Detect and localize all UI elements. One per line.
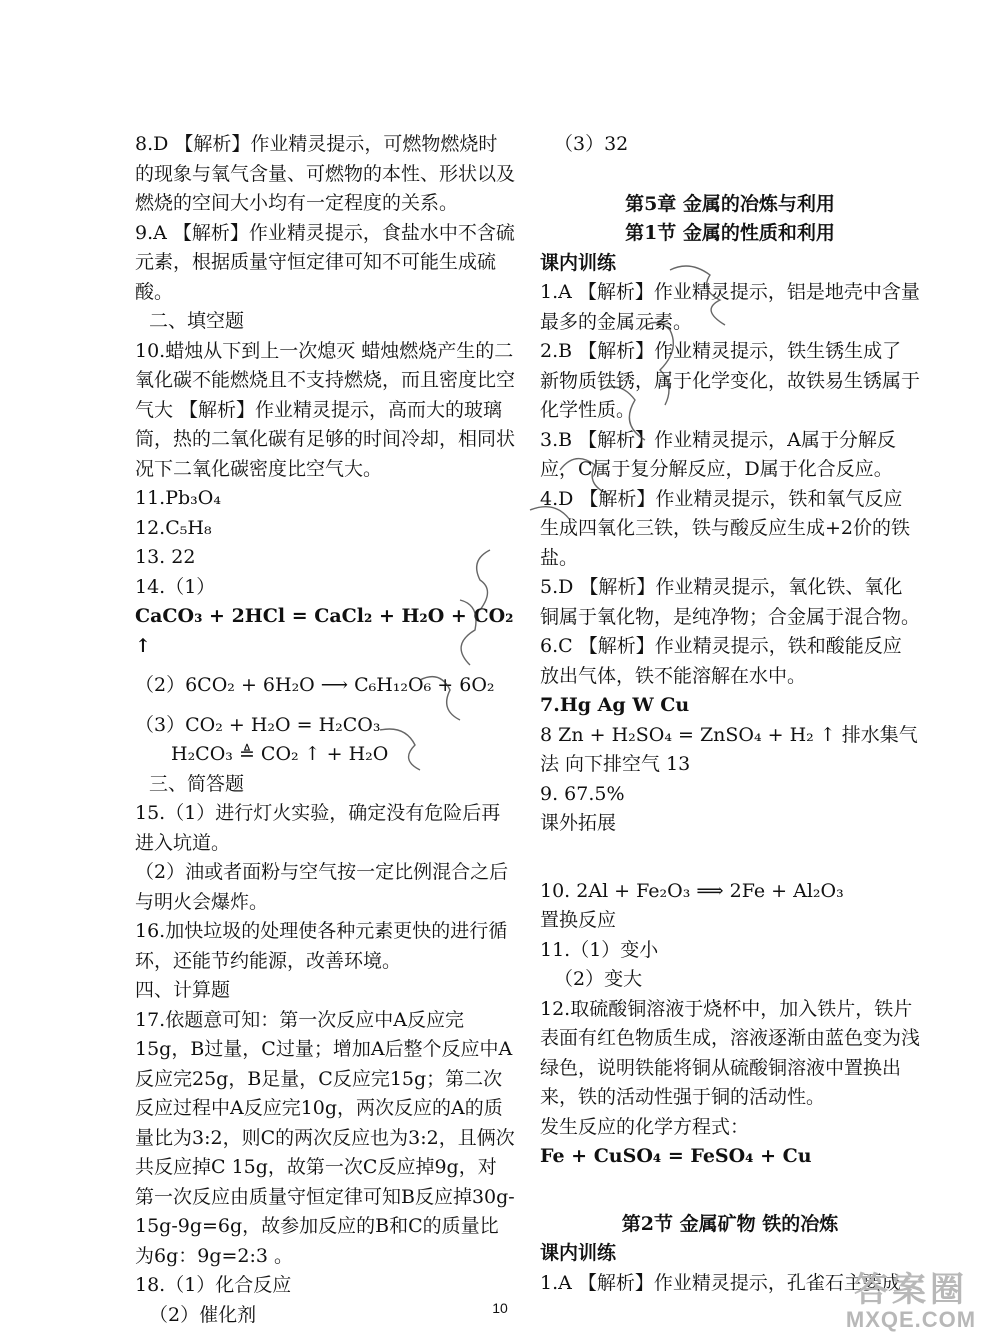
r-answer-2: 2.B 【解析】作业精灵提示，铁生锈生成了新物质铁锈，属于化学变化，故铁易生锈属于化学性质。 bbox=[540, 340, 921, 421]
r-answer-8: 8 Zn + H₂SO₄ = ZnSO₄ + H₂ ↑ 排水集气法 向下排空气 13 bbox=[540, 723, 918, 775]
answer-18-3: （3）32 bbox=[554, 133, 629, 155]
section-heading-2: 第2节 金属矿物 铁的冶炼 bbox=[621, 1212, 839, 1235]
r-answer-3: 3.B 【解析】作业精灵提示，A属于分解反应，C属于复分解反应，D属于化合反应。 bbox=[540, 428, 896, 480]
answer-13: 13. 22 bbox=[135, 546, 196, 568]
answer-12: 12.C₅H₈ bbox=[135, 516, 212, 539]
handwriting-scribble-upper bbox=[520, 250, 750, 550]
label-in-class-2: 课内训练 bbox=[540, 1242, 617, 1264]
equation-14-2: （2）6CO₂ + 6H₂O ⟶ C₆H₁₂O₆ + 6O₂ bbox=[135, 674, 495, 696]
label-extension: 课外拓展 bbox=[540, 812, 617, 834]
r2-answer-1: 1.A 【解析】作业精灵提示，孔雀石主要成 bbox=[540, 1271, 901, 1294]
answer-17: 17.依题意可知：第一次反应中A反应完15g，B过量，C过量；增加A后整个反应中A反应完25g，B足量，C反应完15g；第二次反应过程中A反应完10g，两次反应的A的质量比为3:2，则C的两次反应也为3:2，且俩次共反应掉C 15g，故第一次C反应掉9g，对第一次反应由质量守恒定律可知B反应掉30g-15g-9g=6g，故参加反应的B和C的质量比为6g：9g=2:3 。 bbox=[135, 1008, 515, 1267]
answer-8: 8.D 【解析】作业精灵提示，可燃物燃烧时的现象与氧气含量、可燃物的本性、形状以及燃烧的空间大小均有一定程度的关系。 bbox=[135, 133, 516, 214]
r-answer-10: 10. 2Al + Fe₂O₃ ⟹ 2Fe + Al₂O₃ bbox=[540, 879, 844, 902]
r-answer-12-eq: Fe + CuSO₄ = FeSO₄ + Cu bbox=[540, 1145, 812, 1167]
answer-18-2: （2）催化剂 bbox=[149, 1303, 257, 1326]
r-answer-9: 9. 67.5% bbox=[540, 782, 625, 805]
watermark-main: 答案圈 bbox=[854, 1271, 968, 1309]
page-number: 10 bbox=[492, 1300, 508, 1316]
answer-15-2: （2）油或者面粉与空气按一定比例混合之后与明火会爆炸。 bbox=[135, 861, 509, 913]
section-short-answer: 三、简答题 bbox=[149, 772, 245, 795]
answer-9: 9.A 【解析】作业精灵提示，食盐水中不含硫元素，根据质量守恒定律可知不可能生成硫酸。 bbox=[135, 221, 515, 303]
r-answer-4: 4.D 【解析】作业精灵提示，铁和氧气反应生成四氧化三铁，铁与酸反应生成+2价的铁盐。 bbox=[540, 487, 911, 569]
section-heading-1: 第1节 金属的性质和利用 bbox=[625, 222, 835, 244]
r-answer-11-2: （2）变大 bbox=[554, 968, 643, 990]
equation-14-1: CaCO₃ + 2HCl = CaCl₂ + H₂O + CO₂ ↑ bbox=[135, 605, 514, 657]
handwriting-scribble-middle bbox=[360, 540, 520, 780]
r-answer-12: 12.取硫酸铜溶液于烧杯中，加入铁片，铁片表面有红色物质生成，溶液逐渐由蓝色变为浅绿色，说明铁能将铜从硫酸铜溶液中置换出来，铁的活动性强于铜的活动性。 bbox=[540, 997, 921, 1108]
answer-10: 10.蜡烛从下到上一次熄灭 蜡烛燃烧产生的二氧化碳不能燃烧且不支持燃烧，而且密度比空气大 【解析】作业精灵提示，高而大的玻璃筒，热的二氧化碳有足够的时间冷却，相同状况下二氧化碳密度比空气大。 bbox=[135, 339, 516, 480]
watermark-logo bbox=[836, 1272, 986, 1332]
equation-14-3: （3）CO₂ + H₂O = H₂CO₃ bbox=[135, 713, 381, 736]
r-answer-12-eq-label: 发生反应的化学方程式： bbox=[540, 1115, 750, 1138]
answer-18-1: 18.（1）化合反应 bbox=[135, 1274, 292, 1296]
watermark-url: MXQE.COM bbox=[845, 1307, 977, 1332]
answer-16: 16.加快垃圾的处理使各种元素更快的进行循环，还能节约能源，改善环境。 bbox=[135, 920, 508, 972]
section-calculation: 四、计算题 bbox=[135, 979, 231, 1001]
r-answer-11-1: 11.（1）变小 bbox=[540, 938, 659, 961]
r-answer-5: 5.D 【解析】作业精灵提示，氧化铁、氧化铜属于氧化物，是纯净物；合金属于混合物。 bbox=[540, 576, 921, 628]
section-fill-in: 二、填空题 bbox=[149, 310, 245, 332]
answer-14: 14.（1） bbox=[135, 575, 216, 598]
r-answer-10b: 置换反应 bbox=[540, 909, 617, 931]
r-answer-6: 6.C 【解析】作业精灵提示，铁和酸能反应放出气体，铁不能溶解在水中。 bbox=[540, 635, 902, 687]
r-answer-1: 1.A 【解析】作业精灵提示，铝是地壳中含量最多的金属元素。 bbox=[540, 281, 920, 333]
label-in-class: 课内训练 bbox=[540, 251, 617, 274]
r-answer-7: 7.Hg Ag W Cu bbox=[540, 694, 690, 716]
answer-15-1: 15.（1）进行灯火实验，确定没有危险后再进入坑道。 bbox=[135, 802, 501, 854]
equation-14-3b: H₂CO₃ ≜ CO₂ ↑ + H₂O bbox=[171, 743, 389, 765]
chapter-heading: 第5章 金属的冶炼与利用 bbox=[625, 192, 835, 215]
answer-11: 11.Pb₃O₄ bbox=[135, 487, 221, 509]
